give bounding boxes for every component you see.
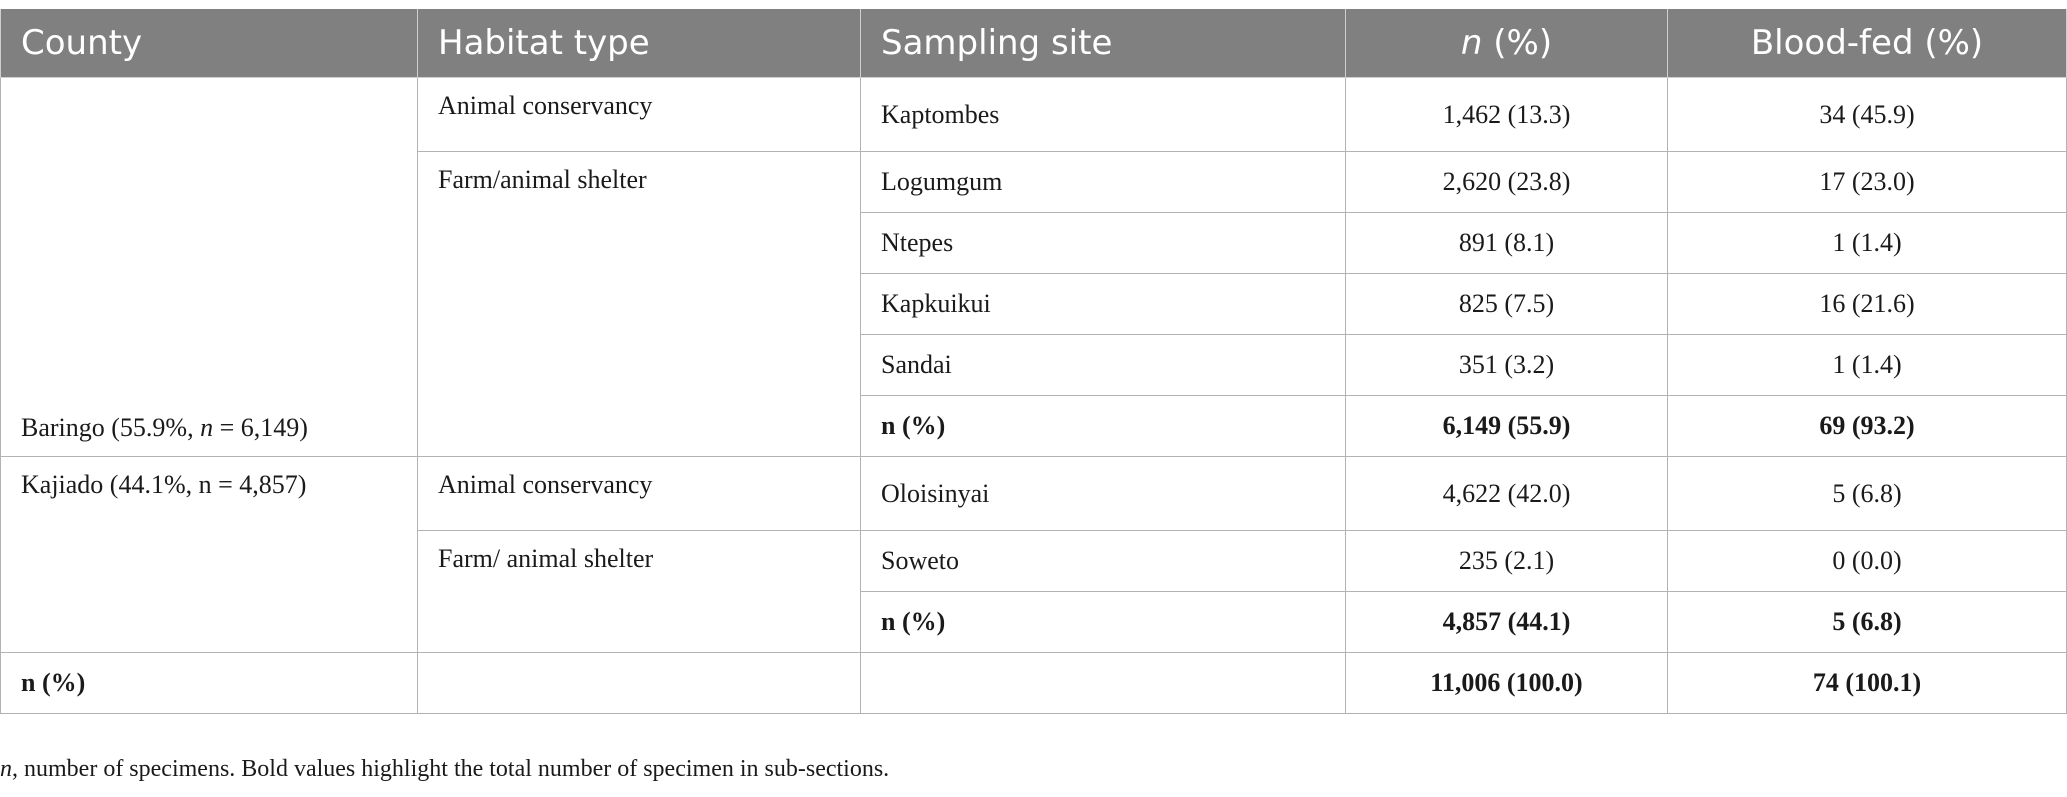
total-label: n (%) <box>1 653 418 714</box>
habitat-cell: Farm/animal shelter <box>418 152 861 457</box>
county-cell-kajiado: Kajiado (44.1%, n = 4,857) <box>1 457 418 653</box>
table-footnote <box>0 756 889 783</box>
header-n-percent <box>1346 9 1668 78</box>
habitat-cell: Animal conservancy <box>418 457 861 531</box>
habitat-cell: Farm/ animal shelter <box>418 531 861 653</box>
header-n-italic: n <box>1460 23 1483 63</box>
header-county: County <box>1 9 418 78</box>
subtotal-blood-fed: 69 (93.2) <box>1668 396 2067 457</box>
site-cell: Ntepes <box>861 213 1346 274</box>
specimen-table <box>0 9 2067 714</box>
n-cell: 4,622 (42.0) <box>1346 457 1668 531</box>
n-cell: 351 (3.2) <box>1346 335 1668 396</box>
subtotal-label: n (%) <box>861 396 1346 457</box>
site-cell: Sandai <box>861 335 1346 396</box>
county-baringo-suffix: = 6,149) <box>213 413 308 442</box>
site-cell: Kapkuikui <box>861 274 1346 335</box>
header-habitat-type: Habitat type <box>418 9 861 78</box>
n-cell: 825 (7.5) <box>1346 274 1668 335</box>
total-site-empty <box>861 653 1346 714</box>
blood-fed-cell: 34 (45.9) <box>1668 78 2067 152</box>
total-blood-fed: 74 (100.1) <box>1668 653 2067 714</box>
blood-fed-cell: 1 (1.4) <box>1668 213 2067 274</box>
site-cell: Soweto <box>861 531 1346 592</box>
total-habitat-empty <box>418 653 861 714</box>
site-cell: Oloisinyai <box>861 457 1346 531</box>
table-row <box>1 78 2067 152</box>
header-n-rest: (%) <box>1482 23 1553 63</box>
county-baringo-prefix: Baringo (55.9%, <box>21 413 201 442</box>
blood-fed-cell: 17 (23.0) <box>1668 152 2067 213</box>
site-cell: Kaptombes <box>861 78 1346 152</box>
table-row <box>1 457 2067 531</box>
n-cell: 235 (2.1) <box>1346 531 1668 592</box>
header-blood-fed: Blood-fed (%) <box>1668 9 2067 78</box>
footnote-n-italic: n <box>0 756 12 782</box>
total-n: 11,006 (100.0) <box>1346 653 1668 714</box>
blood-fed-cell: 16 (21.6) <box>1668 274 2067 335</box>
site-cell: Logumgum <box>861 152 1346 213</box>
n-cell: 891 (8.1) <box>1346 213 1668 274</box>
header-row <box>1 9 2067 78</box>
blood-fed-cell: 1 (1.4) <box>1668 335 2067 396</box>
county-cell-baringo <box>1 78 418 457</box>
total-row <box>1 653 2067 714</box>
subtotal-label: n (%) <box>861 592 1346 653</box>
header-sampling-site: Sampling site <box>861 9 1346 78</box>
subtotal-blood-fed: 5 (6.8) <box>1668 592 2067 653</box>
blood-fed-cell: 0 (0.0) <box>1668 531 2067 592</box>
n-cell: 2,620 (23.8) <box>1346 152 1668 213</box>
habitat-cell: Animal conservancy <box>418 78 861 152</box>
subtotal-n: 6,149 (55.9) <box>1346 396 1668 457</box>
n-cell: 1,462 (13.3) <box>1346 78 1668 152</box>
footnote-text: , number of specimens. Bold values highlight the total number of specimen in sub-sections. <box>12 756 890 782</box>
subtotal-n: 4,857 (44.1) <box>1346 592 1668 653</box>
county-baringo-n: n <box>200 413 214 442</box>
blood-fed-cell: 5 (6.8) <box>1668 457 2067 531</box>
